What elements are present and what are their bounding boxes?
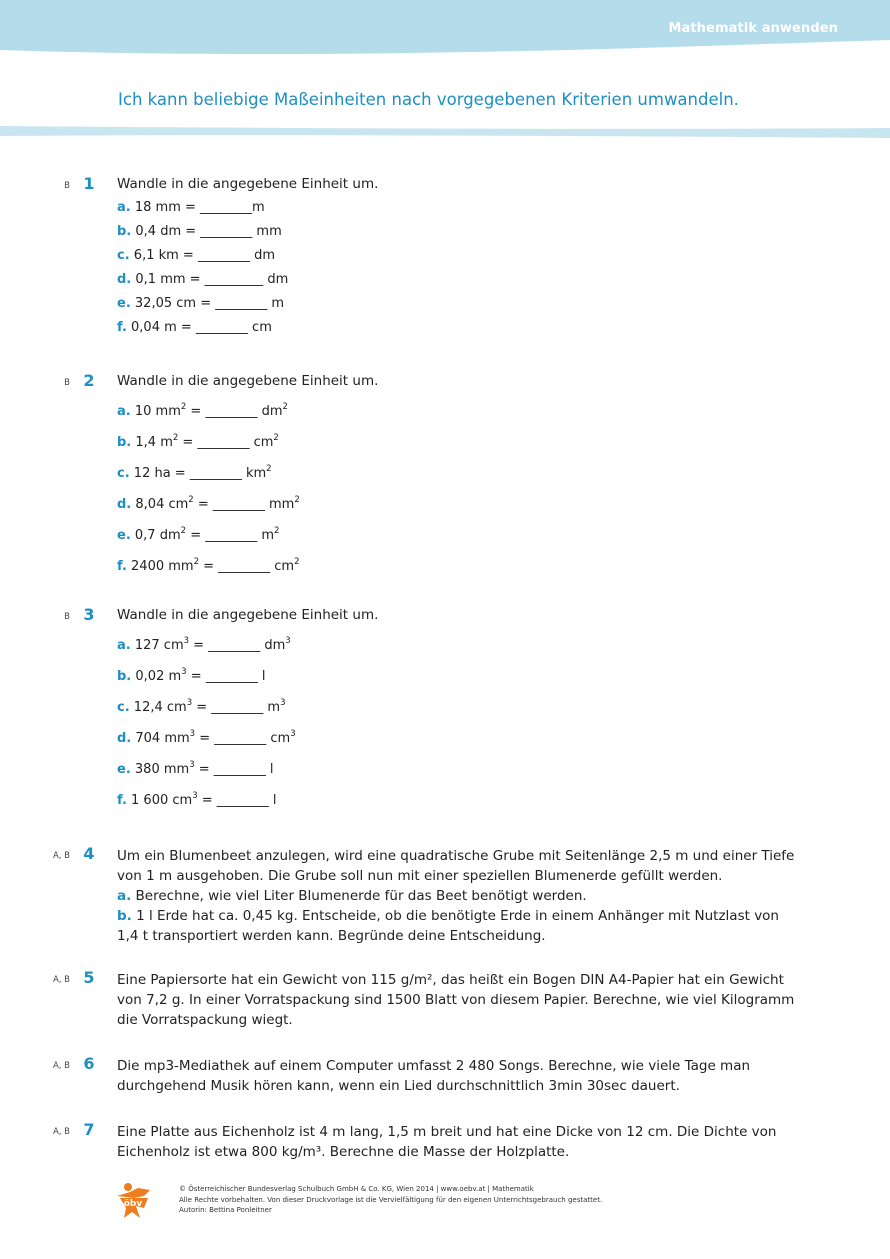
item-text: 6,1 km = ________ dm	[133, 248, 276, 263]
item-text: 127 cm	[134, 638, 184, 653]
task-level: B	[64, 378, 70, 388]
task-level: A, B	[52, 1061, 70, 1071]
item-text: = ________ cm	[178, 435, 274, 450]
item-text: = ________ l	[197, 793, 277, 808]
task-number: 7	[83, 1120, 95, 1139]
task-item	[117, 528, 279, 543]
task-item	[117, 497, 300, 512]
task-number: 1	[83, 174, 95, 193]
item-label: b.	[117, 224, 132, 239]
item-label: b.	[117, 435, 132, 450]
task-number: 5	[83, 968, 95, 987]
task-text: Die mp3-Mediathek auf einem Computer umfasst 2 480 Songs. Berechne, wie viele Tage man durchgehend Musik hören kann, wenn ein Lied durchschnittlich 3min 30sec dauert.	[117, 1058, 751, 1094]
exponent: 3	[189, 729, 196, 739]
item-text: 0,1 mm = _________ dm	[135, 272, 289, 287]
task-instruction: Wandle in die angegebene Einheit um.	[117, 176, 379, 192]
task-body: Um ein Blumenbeet anzulegen, wird eine quadratische Grube mit Seitenlänge 2,5 m und einer Tiefe von 1 m ausgehoben. Die Grube soll nun mit einer speziellen Blumenerde gefüllt werden.	[117, 848, 795, 884]
task-item	[117, 320, 272, 335]
task-item	[117, 435, 279, 450]
item-text: 18 mm = ________m	[134, 200, 265, 215]
item-label: d.	[117, 497, 132, 512]
item-text: = ________ cm	[199, 559, 295, 574]
item-label: a.	[117, 200, 131, 215]
exponent: 3	[183, 636, 190, 646]
item-label: d.	[117, 731, 132, 746]
exponent: 3	[181, 667, 187, 677]
item-label: b.	[117, 908, 132, 924]
item-text: = ________ l	[186, 669, 266, 684]
exponent: 2	[282, 402, 288, 412]
exponent: 2	[294, 495, 300, 505]
item-text: 1 600 cm	[131, 793, 193, 808]
exponent: 2	[266, 464, 272, 474]
task-number: 6	[83, 1054, 95, 1073]
task-number: 4	[83, 844, 95, 863]
header-stripe	[0, 124, 890, 140]
item-text: 10 mm	[134, 404, 181, 419]
footer-copyright	[179, 1184, 602, 1216]
item-text: 2400 mm	[131, 559, 194, 574]
item-label: c.	[117, 248, 130, 263]
task-level: B	[64, 181, 70, 191]
task-item	[117, 762, 274, 777]
item-text: Berechne, wie viel Liter Blumenerde für das Beet benötigt werden.	[131, 888, 587, 904]
exponent: 2	[172, 433, 179, 443]
header-label: Mathematik anwenden	[668, 21, 838, 36]
task-text: Eine Platte aus Eichenholz ist 4 m lang, 1,5 m breit und hat eine Dicke von 12 cm. Die Dichte von Eichenholz ist etwa 800 kg/m³. Berechne die Masse der Holzplatte.	[117, 1124, 777, 1160]
task-item	[117, 248, 275, 263]
item-text: 1,4 m	[135, 435, 173, 450]
task-item	[117, 404, 288, 419]
item-text: = ________ cm	[195, 731, 291, 746]
footer-line: Autorin: Bettina Ponleitner	[179, 1206, 272, 1214]
item-label: b.	[117, 669, 132, 684]
task-number: 2	[83, 371, 95, 390]
task-item	[117, 669, 265, 684]
item-text: 380 mm	[134, 762, 190, 777]
task-item	[117, 224, 282, 239]
task-level: A, B	[52, 975, 70, 985]
footer-line: © Österreichischer Bundesverlag Schulbuch GmbH & Co. KG, Wien 2014 | www.oebv.at | Mathematik	[179, 1185, 534, 1193]
task-item	[117, 559, 300, 574]
exponent: 2	[274, 526, 280, 536]
task-text: Eine Papiersorte hat ein Gewicht von 115 g/m², das heißt ein Bogen DIN A4-Papier hat ein Gewicht von 7,2 g. In einer Vorratspackung sind 1500 Blatt von diesem Papier. Berechne, wie viel Kilogramm die Vorratspackung wiegt.	[117, 972, 795, 1028]
task-item	[117, 793, 277, 808]
item-text: = ________ m	[192, 700, 281, 715]
task-item	[117, 272, 288, 287]
exponent: 3	[189, 760, 195, 770]
exponent: 2	[294, 557, 300, 567]
item-text: 0,7 dm	[134, 528, 181, 543]
item-text: 12 ha = ________ km	[133, 466, 267, 481]
task-item	[117, 466, 272, 481]
item-text: = ________ dm	[186, 404, 283, 419]
item-label: e.	[117, 762, 131, 777]
item-text: = ________ mm	[193, 497, 295, 512]
task-instruction: Wandle in die angegebene Einheit um.	[117, 373, 379, 389]
item-label: a.	[117, 404, 131, 419]
exponent: 3	[285, 636, 291, 646]
task-level: A, B	[52, 1127, 70, 1137]
exponent: 2	[180, 526, 187, 536]
page-heading: Ich kann beliebige Maßeinheiten nach vorgegebenen Kriterien umwandeln.	[118, 90, 739, 109]
exponent: 3	[280, 698, 286, 708]
item-label: f.	[117, 320, 127, 335]
task-item	[117, 200, 265, 215]
exponent: 2	[188, 495, 194, 505]
item-text: 0,04 m = ________ cm	[131, 320, 272, 335]
item-text: 704 mm	[135, 731, 190, 746]
exponent: 2	[273, 433, 279, 443]
item-label: c.	[117, 466, 130, 481]
item-label: e.	[117, 528, 131, 543]
item-text: = ________ dm	[189, 638, 286, 653]
logo-text: öbv	[123, 1199, 143, 1209]
item-label: f.	[117, 559, 127, 574]
item-text: 8,04 cm	[135, 497, 189, 512]
item-text: 1 l Erde hat ca. 0,45 kg. Entscheide, ob die benötigte Erde in einem Anhänger mit Nutzlast von 1,4 t transportiert werden kann. Begründe deine Entscheidung.	[117, 908, 779, 944]
oebv-logo	[114, 1182, 154, 1222]
footer-line: Alle Rechte vorbehalten. Von dieser Druckvorlage ist die Vervielfältigung für den eigenen Unterrichtsgebrauch gestattet.	[179, 1195, 603, 1204]
item-label: f.	[117, 793, 127, 808]
task-text	[117, 846, 797, 946]
task-number: 3	[83, 605, 95, 624]
item-text: 12,4 cm	[133, 700, 187, 715]
item-label: a.	[117, 638, 131, 653]
item-label: a.	[117, 888, 132, 904]
item-label: e.	[117, 296, 131, 311]
task-level: B	[64, 612, 70, 622]
item-text: 0,4 dm = ________ mm	[135, 224, 282, 239]
item-label: d.	[117, 272, 132, 287]
exponent: 3	[290, 729, 296, 739]
exponent: 3	[186, 698, 193, 708]
exponent: 3	[192, 791, 198, 801]
task-item	[117, 296, 284, 311]
exponent: 2	[193, 557, 199, 567]
item-text: = ________ m	[186, 528, 275, 543]
item-label: c.	[117, 700, 130, 715]
item-text: = ________ l	[194, 762, 274, 777]
task-instruction: Wandle in die angegebene Einheit um.	[117, 607, 379, 623]
exponent: 2	[180, 402, 187, 412]
task-item	[117, 638, 291, 653]
task-level: A, B	[52, 851, 70, 861]
item-text: 32,05 cm = ________ m	[134, 296, 285, 311]
task-item	[117, 700, 285, 715]
task-item	[117, 731, 296, 746]
item-text: 0,02 m	[135, 669, 182, 684]
